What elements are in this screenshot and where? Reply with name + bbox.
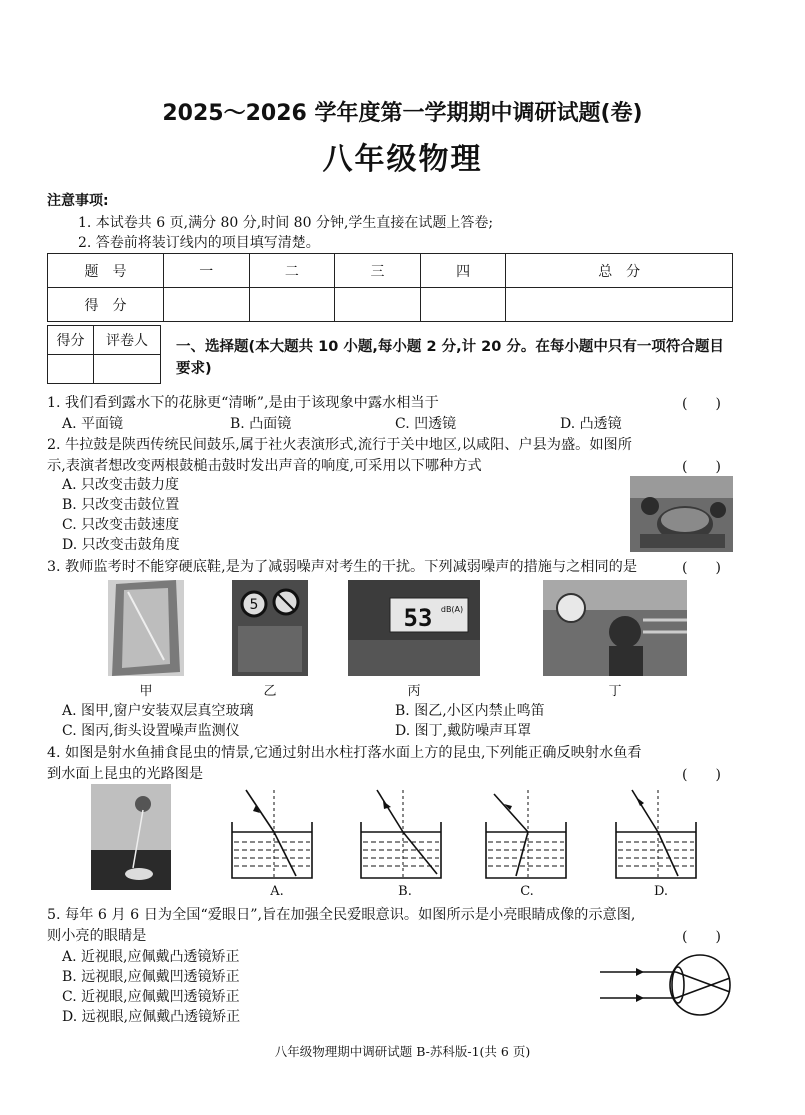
exam-title: 2025～2026 学年度第一学期期中调研试题(卷) <box>162 101 643 126</box>
notice-item: 1. 本试卷共 6 页,满分 80 分,时间 80 分钟,学生直接在试题上答卷; <box>78 215 494 231</box>
page-footer: 八年级物理期中调研试题 B-苏科版-1(共 6 页) <box>274 1044 531 1059</box>
diagram-label-b: B. <box>398 884 412 899</box>
light-path-diagram-a[interactable] <box>228 786 316 882</box>
question-2-text: 2. 牛拉鼓是陕西传统民间鼓乐,属于社火表演形式,流行于关中地区,以咸阳、户县为盛。如图所 <box>47 437 632 453</box>
option-a: A. 图甲,窗户安装双层真空玻璃 <box>62 703 254 719</box>
score-cell[interactable] <box>249 288 335 322</box>
figure-caption-yi: 乙 <box>263 684 277 699</box>
option-a: A. 只改变击鼓力度 <box>62 477 180 493</box>
drum-performance-photo <box>630 476 733 552</box>
option-a: A. 近视眼,应佩戴凸透镜矫正 <box>62 949 240 965</box>
rater-grader-label: 评卷人 <box>94 326 161 355</box>
option-d: D. 只改变击鼓角度 <box>62 537 180 553</box>
noise-monitor-photo <box>348 580 480 676</box>
option-d: D. 图丁,戴防噪声耳罩 <box>395 723 532 739</box>
rater-score-cell[interactable] <box>48 355 94 384</box>
question-5-text: 则小亮的眼睛是 <box>47 928 147 944</box>
score-table <box>47 253 733 322</box>
question-4-text: 4. 如图是射水鱼捕食昆虫的情景,它通过射出水柱打落水面上方的昆虫,下列能正确反映射水鱼看 <box>47 745 642 761</box>
row-label-question-number: 题 号 <box>48 254 164 288</box>
question-5-text: 5. 每年 6 月 6 日为全国“爱眼日”,旨在加强全民爱眼意识。如图所示是小亮眼睛成像的示意图, <box>47 907 636 923</box>
option-b: B. 远视眼,应佩戴凹透镜矫正 <box>62 969 240 985</box>
answer-bracket[interactable]: ( ) <box>682 396 721 412</box>
rater-score-label: 得分 <box>48 326 94 355</box>
option-c: C. 只改变击鼓速度 <box>62 517 180 533</box>
diagram-label-d: D. <box>653 884 669 899</box>
score-cell[interactable] <box>420 288 506 322</box>
question-2-text: 示,表演者想改变两根鼓槌击鼓时发出声音的响度,可采用以下哪种方式 <box>47 458 482 474</box>
notice-heading: 注意事项: <box>47 193 109 209</box>
option-b: B. 只改变击鼓位置 <box>62 497 180 513</box>
option-c: C. 凹透镜 <box>395 416 457 432</box>
ear-muffs-worker-photo <box>543 580 687 676</box>
column-header: 二 <box>249 254 335 288</box>
score-cell[interactable] <box>164 288 250 322</box>
noise-unit: dB(A) <box>440 605 464 614</box>
answer-bracket[interactable]: ( ) <box>682 560 721 576</box>
question-3-text: 3. 教师监考时不能穿硬底鞋,是为了减弱噪声对考生的干扰。下列减弱噪声的措施与之相同的是 <box>47 559 638 575</box>
score-cell[interactable] <box>506 288 733 322</box>
column-header: 三 <box>335 254 421 288</box>
light-path-diagram-c[interactable] <box>482 786 570 882</box>
rater-grader-cell[interactable] <box>94 355 161 384</box>
option-c: C. 近视眼,应佩戴凹透镜矫正 <box>62 989 240 1005</box>
option-a: A. 平面镜 <box>62 416 124 432</box>
question-1-text: 1. 我们看到露水下的花脉更“清晰”,是由于该现象中露水相当于 <box>47 395 439 411</box>
figure-caption-bing: 丙 <box>407 684 421 699</box>
figure-caption-jia: 甲 <box>139 684 153 699</box>
answer-bracket[interactable]: ( ) <box>682 767 721 783</box>
figure-caption-ding: 丁 <box>608 684 622 699</box>
diagram-label-c: C. <box>520 884 534 899</box>
eye-imaging-diagram <box>596 950 736 1020</box>
exam-subject: 八年级物理 <box>322 142 483 177</box>
column-header: 一 <box>164 254 250 288</box>
option-b: B. 图乙,小区内禁止鸣笛 <box>395 703 545 719</box>
no-horn-sign-photo <box>232 580 308 676</box>
column-header: 四 <box>420 254 506 288</box>
answer-bracket[interactable]: ( ) <box>682 929 721 945</box>
answer-bracket[interactable]: ( ) <box>682 459 721 475</box>
section-heading: 一、选择题(本大题共 10 小题,每小题 2 分,计 20 分。在每小题中只有一项符合题目要求) <box>176 339 724 377</box>
option-d: D. 远视眼,应佩戴凸透镜矫正 <box>62 1009 241 1025</box>
diagram-label-a: A. <box>270 884 284 899</box>
notice-item: 2. 答卷前将装订线内的项目填写清楚。 <box>78 235 320 251</box>
svg-text:5: 5 <box>249 597 259 613</box>
row-label-score: 得 分 <box>48 288 164 322</box>
archerfish-photo <box>91 784 171 890</box>
score-cell[interactable] <box>335 288 421 322</box>
rater-box <box>47 325 161 384</box>
noise-reading: 53 <box>403 604 433 632</box>
question-4-text: 到水面上昆虫的光路图是 <box>47 766 204 782</box>
column-header: 总 分 <box>506 254 733 288</box>
light-path-diagram-b[interactable] <box>357 786 445 882</box>
option-c: C. 图丙,街头设置噪声监测仪 <box>62 723 240 739</box>
option-b: B. 凸面镜 <box>230 416 292 432</box>
option-d: D. 凸透镜 <box>560 416 622 432</box>
double-glazed-window-photo <box>108 580 184 676</box>
light-path-diagram-d[interactable] <box>612 786 700 882</box>
